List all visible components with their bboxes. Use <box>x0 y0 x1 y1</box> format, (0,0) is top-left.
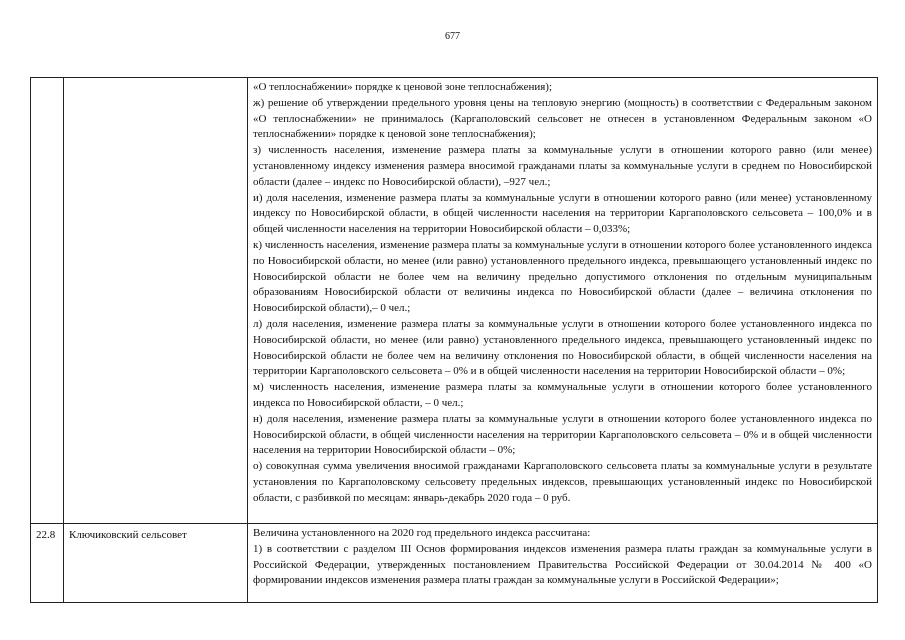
table-row <box>31 524 878 603</box>
paragraph: ж) решение об утверждении предельного уровня цены на тепловую энергию (мощность) в соответствии с Федеральным законом «О теплоснабжении» не принималось (Каргаполовский сельсовет не отнесен в установленном Федеральным законом «О теплоснабжении» порядке к ценовой зоне теплоснабжения); <box>253 96 872 141</box>
description-text <box>248 524 877 591</box>
row-number <box>31 78 63 81</box>
paragraph: «О теплоснабжении» порядке к ценовой зоне теплоснабжения); <box>253 81 553 93</box>
row-number-cell <box>31 78 64 524</box>
municipality-index-table <box>30 77 878 603</box>
paragraph: м) численность населения, изменение размера платы за коммунальные услуги в отношении которого более установленного индекса по Новосибирской области, – 0 чел.; <box>253 381 872 409</box>
description-cell <box>248 524 878 603</box>
row-number: 22.8 <box>36 529 56 541</box>
paragraph: 1) в соответствии с разделом III Основ формирования индексов изменения размера платы граждан за коммунальные услуги в Российской Федерации, утвержденных постановлением Правительства Российской Федерации от 30.04.2014 № 400 «О формировании индексов изменения размера платы граждан за коммунальные услуги в Российской Федерации»; <box>253 542 872 587</box>
description-text <box>248 78 877 509</box>
paragraph: з) численность населения, изменение размера платы за коммунальные услуги в отношении которого равно (или менее) установленному индексу изменения размера вносимой гражданами платы за коммунальные услуги в среднем по Новосибирской области (далее – индекс по Новосибирской области), –927 чел.; <box>253 144 872 188</box>
row-number-cell <box>31 524 64 603</box>
paragraph: н) доля населения, изменение размера платы за коммунальные услуги в отношении которого более установленного индекса по Новосибирской области, в общей численности населения на территории Каргаполовского сельсовета – 0% и в общей численности населения на территории Новосибирской области – 0%; <box>253 412 872 457</box>
municipality-name-cell <box>64 524 248 603</box>
paragraph: к) численность населения, изменение размера платы за коммунальные услуги в отношении которого более установленного индекса по Новосибирской области, но менее (или равно) установленного предельного индекса, превышающего установленный индекс по Новосибирской области не более чем на величину предельно допустимого отклонения по отдельным муниципальным образованиям Новосибирской области от величины индекса по Новосибирской области (далее – величина отклонения по Новосибирской области),– 0 чел.; <box>253 238 872 315</box>
paragraph: о) совокупная сумма увеличения вносимой гражданами Каргаполовского сельсовета платы за коммунальные услуги в результате установления по Каргаполовскому сельсовету предельных индексов, превышающих установленный индекс по Новосибирской области, с разбивкой по месяцам: январь-декабрь 2020 года – 0 руб. <box>253 460 872 504</box>
page-number: 677 <box>445 31 460 42</box>
table-row <box>31 78 878 524</box>
paragraph: и) доля населения, изменение размера платы за коммунальные услуги в отношении которого равно (или менее) установленному индексу по Новосибирской области, в общей численности населения на территории Каргаполовского сельсовета – 100,0% и в общей численности населения на территории Новосибирской области – 0,033%; <box>253 191 872 236</box>
municipality-name: Ключиковский сельсовет <box>69 529 187 541</box>
paragraph: Величина установленного на 2020 год предельного индекса рассчитана: <box>253 527 591 539</box>
paragraph: л) доля населения, изменение размера платы за коммунальные услуги в отношении которого более установленного индекса по Новосибирской области, но менее (или равно) установленного предельного индекса, превышающего установленный индекс по Новосибирской области не более чем на величину отклонения по Новосибирской области, в общей численности населения на территории Каргаполовского сельсовета – 0% и в общей численности населения на территории Новосибирской области – 0%; <box>253 317 872 378</box>
municipality-name <box>64 78 247 81</box>
municipality-name-cell <box>64 78 248 524</box>
description-cell <box>248 78 878 524</box>
